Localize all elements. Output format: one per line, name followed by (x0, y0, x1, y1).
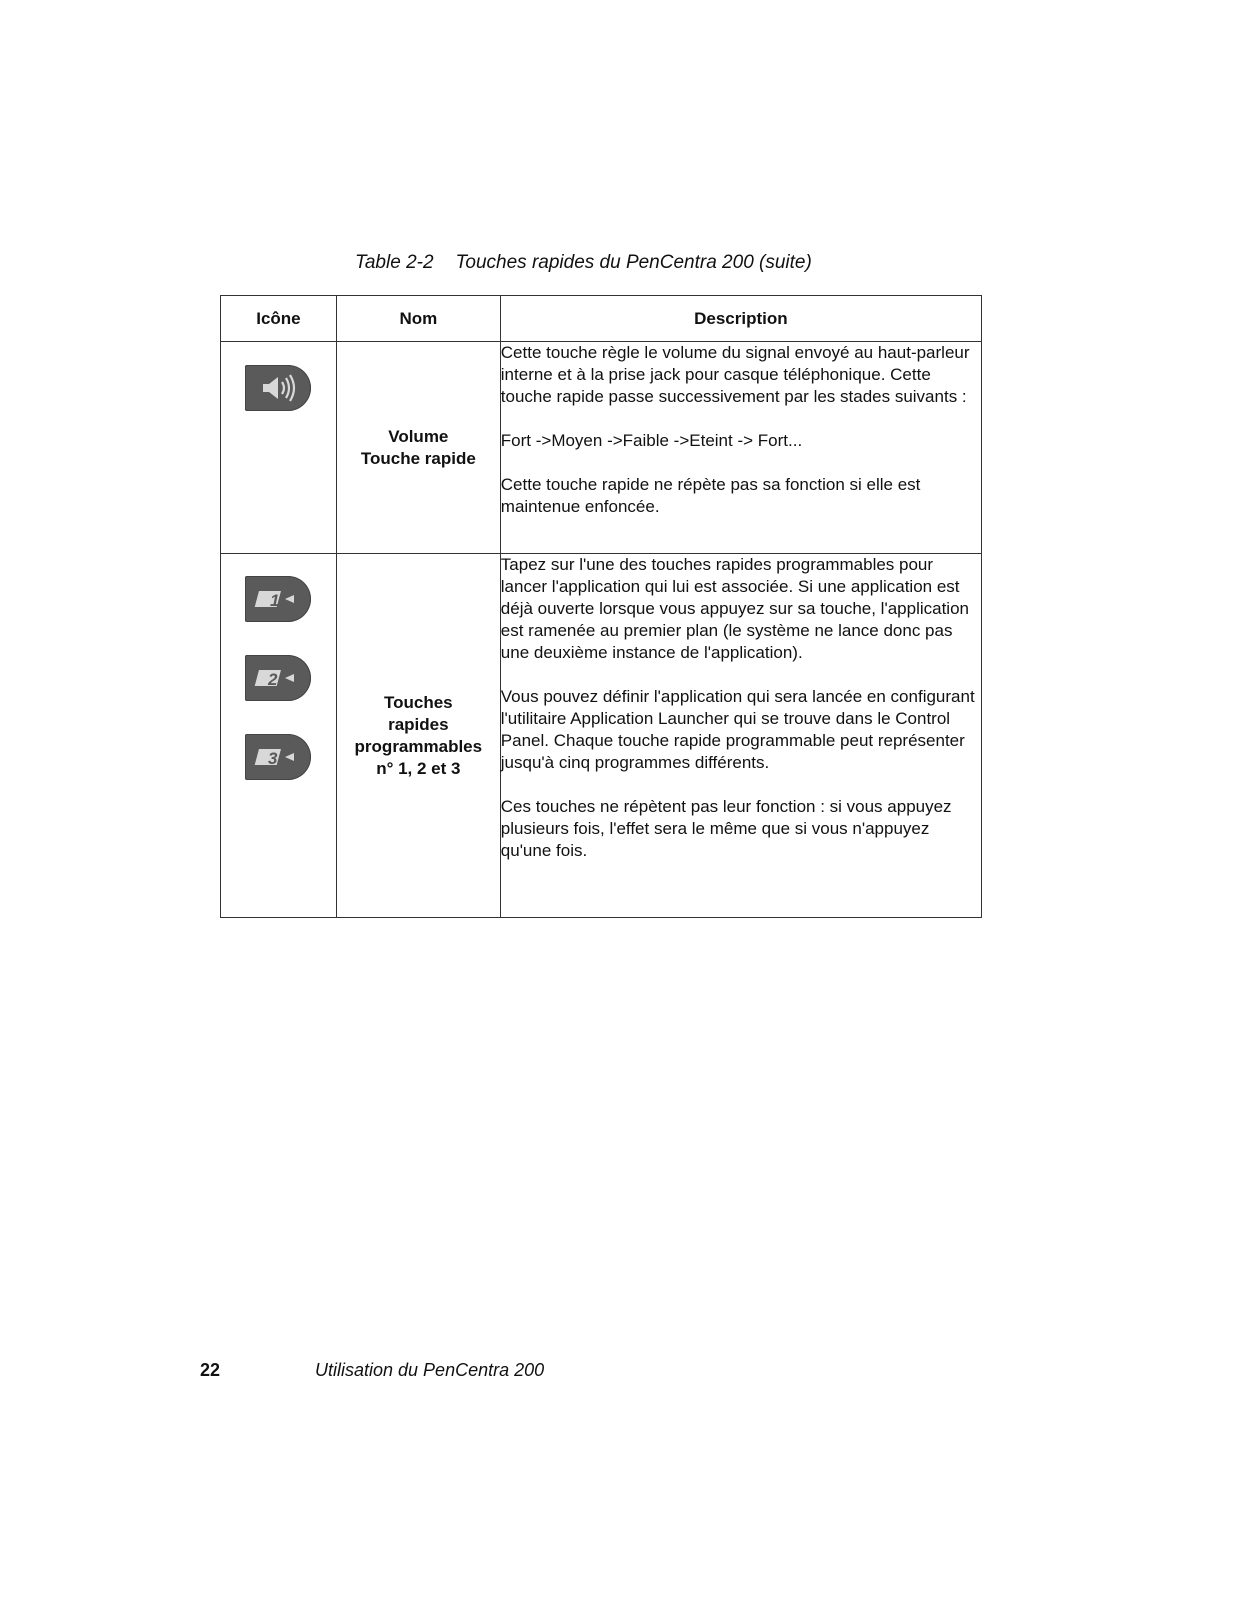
footer-title: Utilisation du PenCentra 200 (315, 1360, 545, 1380)
description-paragraph: Tapez sur l'une des touches rapides programmables pour lancer l'application qui lui est associée. Si une application est déjà ouverte lorsque vous appuyez sur sa touche, l'application est ramenée au premier plan (le système ne lance donc pas une deuxième instance de l'application). (500, 555, 969, 662)
header-icon: Icône (221, 296, 337, 342)
description-paragraph: Cette touche règle le volume du signal envoyé au haut-parleur interne et à la prise jack pour casque téléphonique. Cette touche rapide passe successivement par les stades suivants : (500, 343, 970, 406)
name-line: Touches (384, 692, 453, 712)
name-line: n° 1, 2 et 3 (376, 758, 461, 778)
name-line: Volume (388, 426, 449, 446)
name-line: programmables (354, 736, 483, 756)
table-row (221, 554, 982, 918)
name-line: rapides (388, 714, 449, 734)
hotkey-3-icon (245, 734, 311, 780)
table-row (221, 342, 982, 554)
description-paragraph: Vous pouvez définir l'application qui sera lancée en configurant l'utilitaire Application Launcher qui se trouve dans le Control Panel. Chaque touche rapide programmable peut représenter jusqu'à cinq programmes différents. (500, 687, 975, 772)
icon-cell (221, 342, 337, 554)
table-number: Table 2-2 (355, 252, 434, 273)
hotkeys-table (220, 295, 982, 918)
header-name: Nom (336, 296, 500, 342)
hotkey-1-icon (245, 576, 311, 622)
hotkey-digit: 1 (270, 591, 280, 610)
description-paragraph: Ces touches ne répètent pas leur fonction : si vous appuyez plusieurs fois, l'effet sera le même que si vous n'appuyez qu'une fois. (500, 797, 952, 860)
speaker-volume-icon (245, 365, 311, 411)
name-line: Touche rapide (360, 448, 476, 468)
name-cell (336, 342, 500, 554)
name-cell (336, 554, 500, 918)
description-cell (500, 342, 981, 554)
table-caption (355, 252, 812, 274)
description-paragraph: Fort ->Moyen ->Faible ->Eteint -> Fort... (500, 431, 803, 450)
page-number: 22 (200, 1360, 221, 1380)
description-paragraph: Cette touche rapide ne répète pas sa fonction si elle est maintenue enfoncée. (500, 475, 921, 516)
table-header-row (221, 296, 982, 342)
hotkey-2-icon (245, 655, 311, 701)
icon-cell (221, 554, 337, 918)
hotkey-digit: 2 (268, 670, 278, 689)
header-description: Description (500, 296, 981, 342)
description-cell (500, 554, 981, 918)
table-title: Touches rapides du PenCentra 200 (suite) (455, 252, 812, 273)
hotkey-digit: 3 (268, 749, 278, 768)
